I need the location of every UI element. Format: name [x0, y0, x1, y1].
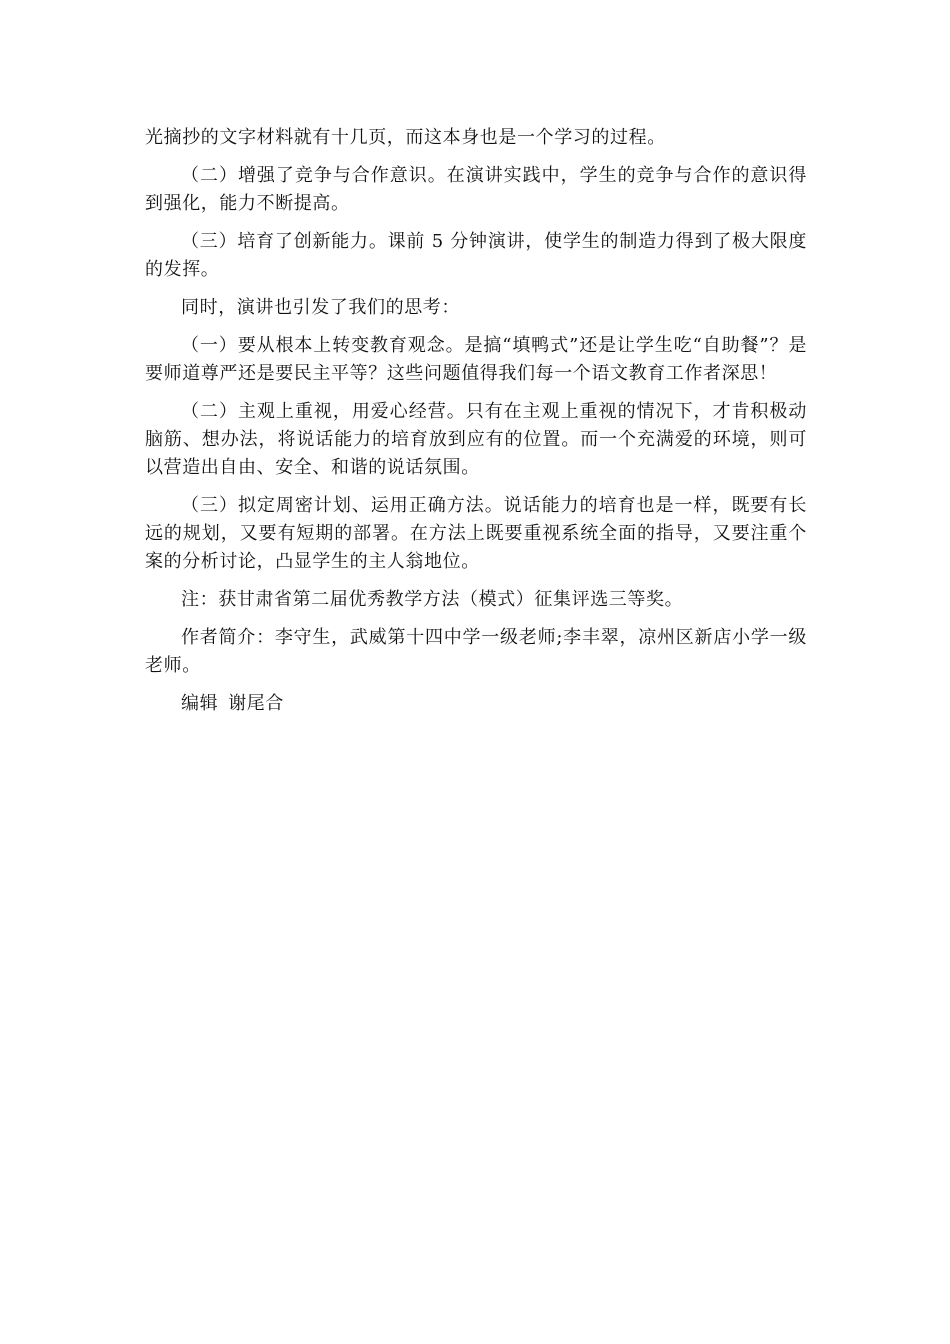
paragraph-award-note: 注：获甘肃省第二届优秀教学方法（模式）征集评选三等奖。 [181, 589, 684, 610]
paragraph-reflection-3: （三）拟定周密计划、运用正确方法。说话能力的培育也是一样，既要有长远的规划，又要有短期的部署。在方法上既要重视系统全面的指导，又要注重个案的分析讨论，凸显学生的主人翁地位。 [145, 495, 807, 572]
document-body [145, 124, 807, 718]
paragraph-continuation: 光摘抄的文字材料就有十几页，而这本身也是一个学习的过程。 [145, 127, 666, 148]
paragraph-reflection-intro: 同时，演讲也引发了我们的思考： [181, 297, 460, 318]
paragraph-point-3-creativity: （三）培育了创新能力。课前 5 分钟演讲，使学生的制造力得到了极大限度的发挥。 [145, 231, 807, 280]
paragraph-reflection-1: （一）要从根本上转变教育观念。是搞“填鸭式”还是让学生吃“自助餐”？是要师道尊严还是要民主平等？这些问题值得我们每一个语文教育工作者深思！ [145, 335, 807, 384]
paragraph-reflection-2: （二）主观上重视，用爱心经营。只有在主观上重视的情况下，才肯积极动脑筋、想办法，将说话能力的培育放到应有的位置。而一个充满爱的环境，则可以营造出自由、安全、和谐的说话氛围。 [145, 401, 807, 478]
editor-line [145, 690, 807, 718]
paragraph-point-2-competition: （二）增强了竞争与合作意识。在演讲实践中，学生的竞争与合作的意识得到强化，能力不断提高。 [145, 165, 807, 214]
paragraph-author-bio: 作者简介：李守生，武威第十四中学一级老师;李丰翠，凉州区新店小学一级老师。 [145, 627, 807, 676]
editor-label: 编辑 [181, 693, 219, 714]
editor-name: 谢尾合 [228, 693, 285, 714]
